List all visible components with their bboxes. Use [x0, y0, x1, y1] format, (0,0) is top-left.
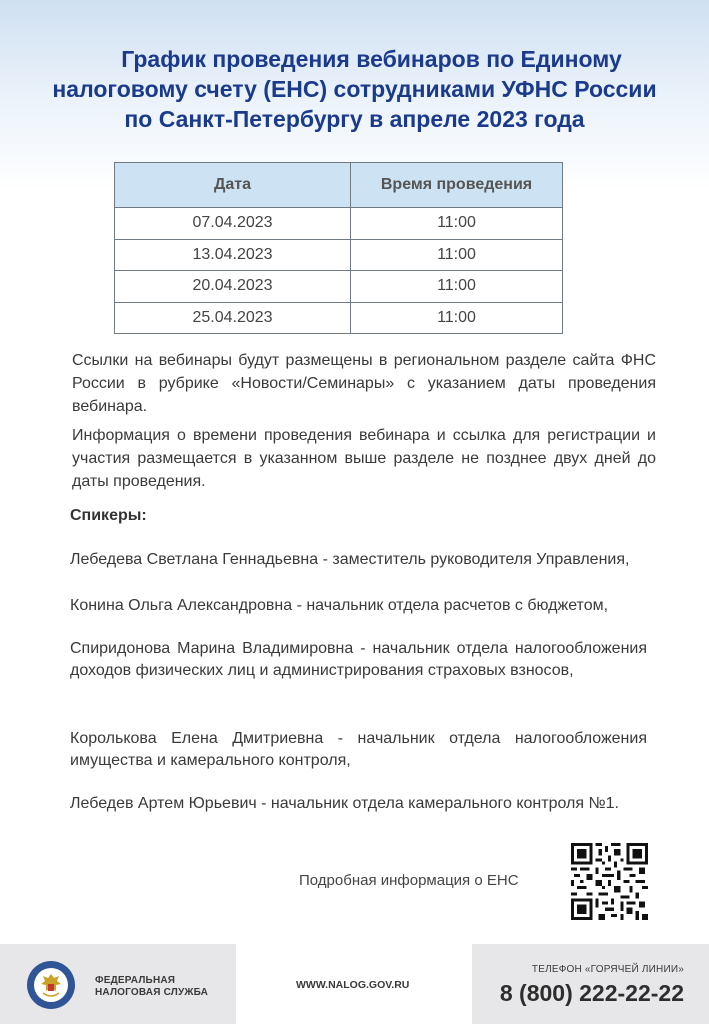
table-row: [115, 208, 563, 240]
table-header-row: [115, 163, 563, 208]
table-row: [115, 271, 563, 303]
footer: [0, 944, 709, 1024]
row-date: 20.04.2023: [115, 271, 351, 303]
schedule-table: [114, 162, 563, 334]
column-header-date: Дата: [115, 163, 351, 208]
row-time: 11:00: [351, 271, 563, 303]
website-link[interactable]: WWW.NALOG.GOV.RU: [296, 979, 410, 991]
qr-code-icon[interactable]: [571, 843, 648, 920]
column-header-time: Время проведения: [351, 163, 563, 208]
row-date: 13.04.2023: [115, 239, 351, 271]
fns-emblem-icon: [26, 960, 76, 1010]
hotline-phone[interactable]: 8 (800) 222-22-22: [499, 980, 684, 1006]
title-line-2: налоговому счету (ЕНС) сотрудниками УФНС России: [52, 76, 657, 102]
table-row: [115, 239, 563, 271]
row-time: 11:00: [351, 208, 563, 240]
speakers-heading: Спикеры:: [70, 507, 147, 524]
speaker-item: Лебедева Светлана Геннадьевна - заместитель руководителя Управления,: [70, 551, 630, 568]
organization-name: [95, 975, 208, 999]
speaker-item: Спиридонова Марина Владимировна - начальник отдела налогообложения доходов физических лиц и администрирования страховых взносов,: [70, 640, 647, 679]
organization-name-line-2: НАЛОГОВАЯ СЛУЖБА: [95, 987, 209, 998]
title-line-3: по Санкт-Петербургу в апреле 2023 года: [124, 106, 585, 132]
row-time: 11:00: [351, 302, 563, 334]
row-date: 25.04.2023: [115, 302, 351, 334]
organization-name-line-1: ФЕДЕРАЛЬНАЯ: [95, 975, 176, 986]
speaker-item: Конина Ольга Александровна - начальник отдела расчетов с бюджетом,: [70, 597, 609, 614]
hotline-label: ТЕЛЕФОН «ГОРЯЧЕЙ ЛИНИИ»: [531, 964, 684, 975]
table-row: [115, 302, 563, 334]
speaker-item: Королькова Елена Дмитриевна - начальник отдела налогообложения имущества и камерального контроля,: [70, 730, 647, 769]
speaker-item: Лебедев Артем Юрьевич - начальник отдела камерального контроля №1.: [70, 795, 619, 812]
title-line-1: График проведения вебинаров по Единому: [121, 46, 622, 72]
more-info-text: Подробная информация о ЕНС: [299, 872, 519, 889]
links-paragraph: Ссылки на вебинары будут размещены в региональном разделе сайта ФНС России в рубрике «Новости/Семинары» с указанием даты проведения вебинара.: [72, 352, 656, 415]
page-title: [40, 44, 669, 134]
row-time: 11:00: [351, 239, 563, 271]
row-date: 07.04.2023: [115, 208, 351, 240]
registration-paragraph: Информация о времени проведения вебинара и ссылка для регистрации и участия размещается в указанном выше разделе не позднее двух дней до даты проведения.: [72, 427, 656, 490]
